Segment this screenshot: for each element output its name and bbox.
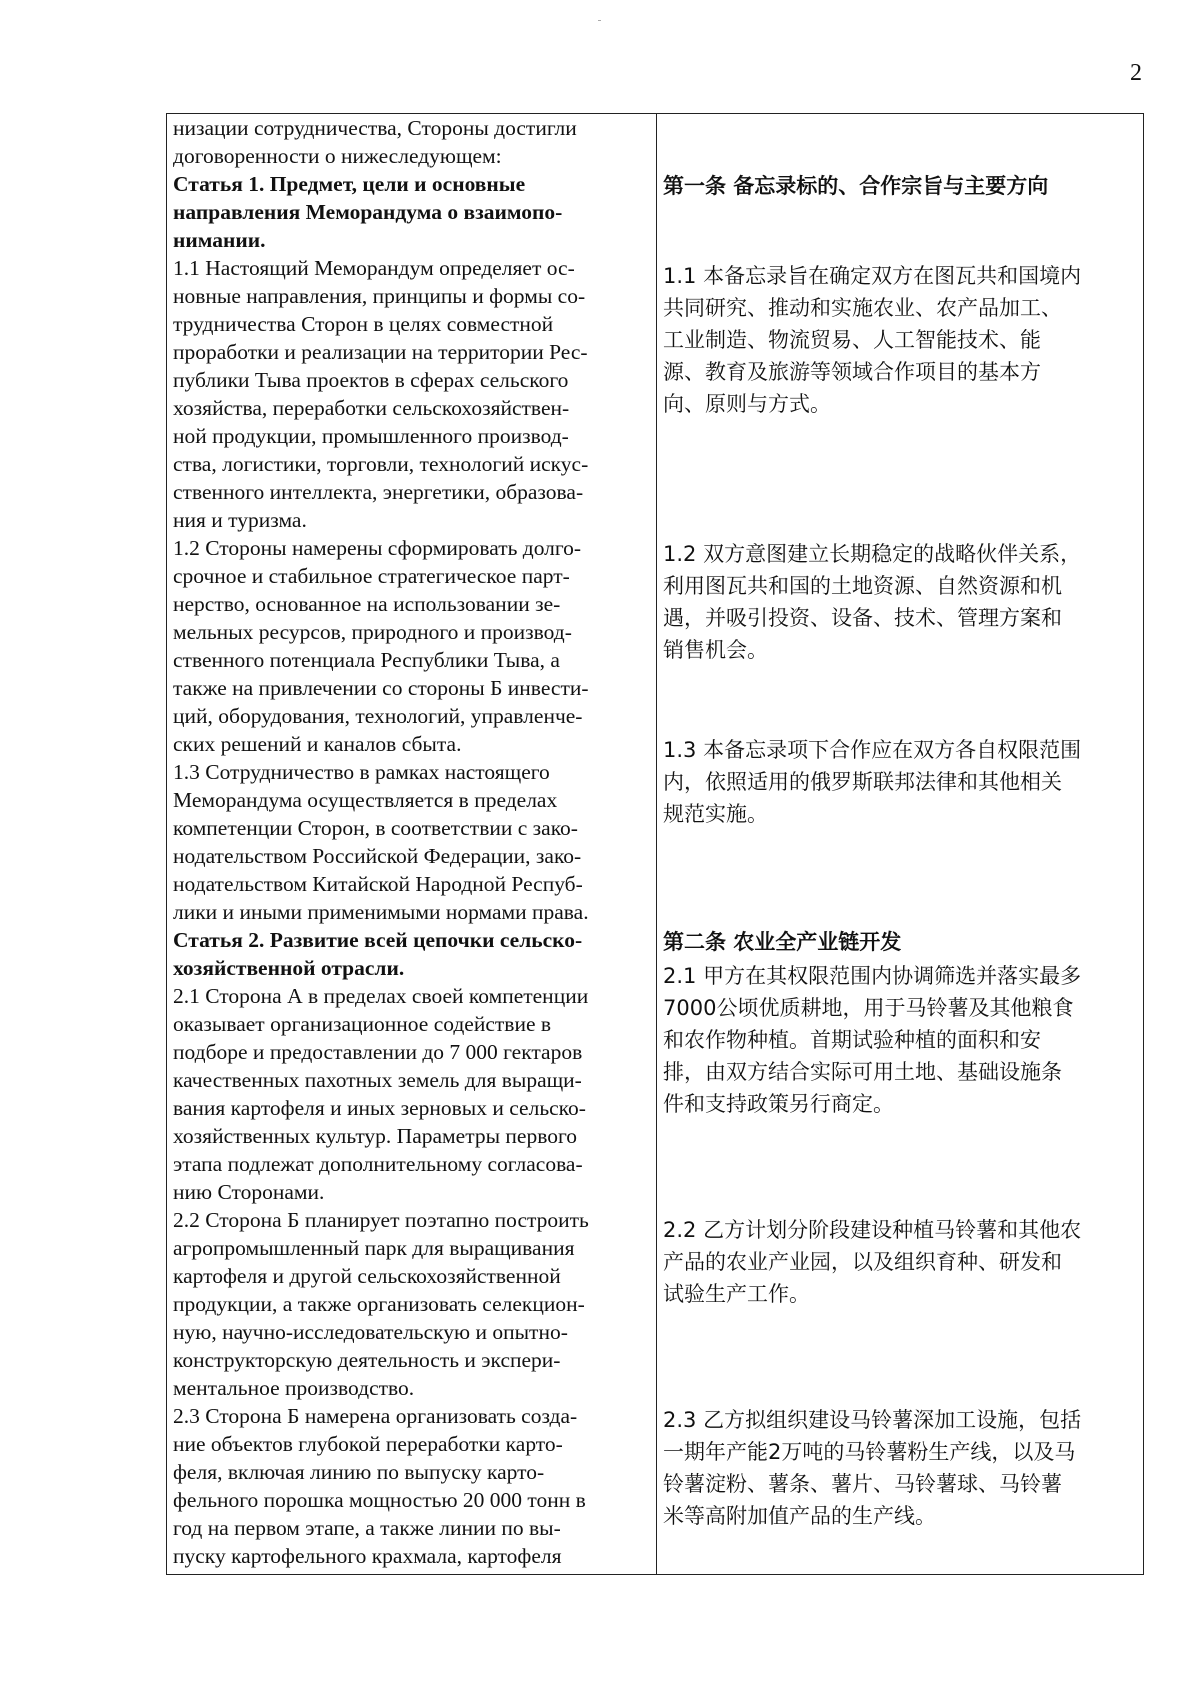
text-line: ной продукции, промышленного производ- bbox=[173, 424, 569, 448]
clause-2-3-zh bbox=[663, 1404, 1139, 1532]
text-line: 销售机会。 bbox=[663, 638, 768, 662]
text-line: картофеля и другой сельскохозяйственной bbox=[173, 1264, 561, 1288]
text-line: 遇，并吸引投资、设备、技术、管理方案和 bbox=[663, 606, 1062, 630]
text-line: 产品的农业产业园，以及组织育种、研发和 bbox=[663, 1250, 1062, 1274]
text-line: 2.1 Сторона А в пределах своей компетенции bbox=[173, 984, 589, 1008]
text-line: компетенции Сторон, в соответствии с зако- bbox=[173, 816, 578, 840]
text-line: 向、原则与方式。 bbox=[663, 392, 831, 416]
text-line: подборе и предоставлении до 7 000 гектаров bbox=[173, 1040, 583, 1064]
text-line: качественных пахотных земель для выращи- bbox=[173, 1068, 582, 1092]
text-line: 一期年产能2万吨的马铃薯粉生产线，以及马 bbox=[663, 1440, 1076, 1464]
article-2-heading-ru bbox=[173, 926, 651, 982]
text-line: 1.3 Сотрудничество в рамках настоящего bbox=[173, 760, 550, 784]
text-line: 规范实施。 bbox=[663, 802, 768, 826]
text-line: публики Тыва проектов в сферах сельского bbox=[173, 368, 569, 392]
clause-2-3-ru bbox=[173, 1402, 651, 1570]
clause-1-3-ru bbox=[173, 758, 651, 926]
text-line: 和农作物种植。首期试验种植的面积和安 bbox=[663, 1028, 1041, 1052]
text-line: новные направления, принципы и формы со- bbox=[173, 284, 586, 308]
text-line: фельного порошка мощностью 20 000 тонн в bbox=[173, 1488, 586, 1512]
text-line: Меморандума осуществляется в пределах bbox=[173, 788, 558, 812]
text-line: 7000公顷优质耕地，用于马铃薯及其他粮食 bbox=[663, 996, 1074, 1020]
clause-2-1-ru bbox=[173, 982, 651, 1206]
text-line: ства, логистики, торговли, технологий искус- bbox=[173, 452, 589, 476]
text-line: феля, включая линию по выпуску карто- bbox=[173, 1460, 545, 1484]
text-line: 1.2 Стороны намерены сформировать долго- bbox=[173, 536, 582, 560]
text-line: проработки и реализации на территории Рес- bbox=[173, 340, 588, 364]
text-line: 米等高附加值产品的生产线。 bbox=[663, 1504, 936, 1528]
text-line: договоренности о нижеследующем: bbox=[173, 144, 502, 168]
text-line: 2.2 Сторона Б планирует поэтапно построить bbox=[173, 1208, 589, 1232]
article-1-heading-ru bbox=[173, 170, 651, 254]
text-line: 利用图瓦共和国的土地资源、自然资源和机 bbox=[663, 574, 1062, 598]
text-line: Статья 2. Развитие всей цепочки сельско- bbox=[173, 928, 583, 952]
text-line: 1.1 Настоящий Меморандум определяет ос- bbox=[173, 256, 575, 280]
clause-1-3-zh bbox=[663, 734, 1139, 830]
text-line: нимании. bbox=[173, 228, 266, 252]
text-line: хозяйственных культур. Параметры первого bbox=[173, 1124, 578, 1148]
text-line: 1.1 本备忘录旨在确定双方在图瓦共和国境内 bbox=[663, 264, 1082, 288]
column-divider bbox=[656, 114, 657, 1574]
text-line: 1.2 双方意图建立长期稳定的战略伙伴关系， bbox=[663, 542, 1082, 566]
text-line: Статья 1. Предмет, цели и основные bbox=[173, 172, 526, 196]
text-line: нерство, основанное на использовании зе- bbox=[173, 592, 561, 616]
text-line: мельных ресурсов, природного и производ- bbox=[173, 620, 572, 644]
text-line: ственного потенциала Республики Тыва, а bbox=[173, 648, 560, 672]
intro-paragraph-ru bbox=[173, 114, 651, 170]
clause-2-2-zh bbox=[663, 1214, 1139, 1310]
text-line: 排，由双方结合实际可用土地、基础设施条 bbox=[663, 1060, 1062, 1084]
text-line: ную, научно-исследовательскую и опытно- bbox=[173, 1320, 568, 1344]
text-line: 2.2 乙方计划分阶段建设种植马铃薯和其他农 bbox=[663, 1218, 1082, 1242]
text-line: год на первом этапе, а также линии по вы- bbox=[173, 1516, 561, 1540]
text-line: низации сотрудничества, Стороны достигли bbox=[173, 116, 577, 140]
text-line: срочное и стабильное стратегическое парт- bbox=[173, 564, 570, 588]
article-2-heading-zh bbox=[663, 926, 1139, 958]
text-line: трудничества Сторон в целях совместной bbox=[173, 312, 554, 336]
text-line: 铃薯淀粉、薯条、薯片、马铃薯球、马铃薯 bbox=[663, 1472, 1062, 1496]
text-line: этапа подлежат дополнительному согласова- bbox=[173, 1152, 583, 1176]
text-line: ственного интеллекта, энергетики, образова- bbox=[173, 480, 584, 504]
text-line: ментальное производство. bbox=[173, 1376, 415, 1400]
clause-2-2-ru bbox=[173, 1206, 651, 1402]
text-line: 源、教育及旅游等领域合作项目的基本方 bbox=[663, 360, 1041, 384]
scan-speck bbox=[598, 20, 601, 21]
page-number: 2 bbox=[1130, 60, 1142, 86]
clause-1-2-zh bbox=[663, 538, 1139, 666]
text-line: 第二条 农业全产业链开发 bbox=[663, 930, 902, 954]
clause-2-1-zh bbox=[663, 960, 1139, 1120]
text-line: вания картофеля и иных зерновых и сельско- bbox=[173, 1096, 586, 1120]
text-line: пуску картофельного крахмала, картофеля bbox=[173, 1544, 562, 1568]
clause-1-1-ru bbox=[173, 254, 651, 534]
text-line: агропромышленный парк для выращивания bbox=[173, 1236, 575, 1260]
text-line: 件和支持政策另行商定。 bbox=[663, 1092, 894, 1116]
text-line: продукции, а также организовать селекцион- bbox=[173, 1292, 585, 1316]
text-line: 2.3 Сторона Б намерена организовать созда- bbox=[173, 1404, 578, 1428]
text-line: ций, оборудования, технологий, управленче- bbox=[173, 704, 583, 728]
text-line: нодательством Китайской Народной Респуб- bbox=[173, 872, 583, 896]
text-line: конструкторскую деятельность и экспери- bbox=[173, 1348, 561, 1372]
text-line: лики и иными применимыми нормами права. bbox=[173, 900, 589, 924]
text-line: ния и туризма. bbox=[173, 508, 307, 532]
text-line: ских решений и каналов сбыта. bbox=[173, 732, 462, 756]
text-line: 试验生产工作。 bbox=[663, 1282, 810, 1306]
text-line: 内，依照适用的俄罗斯联邦法律和其他相关 bbox=[663, 770, 1062, 794]
text-line: направления Меморандума о взаимопо- bbox=[173, 200, 563, 224]
text-line: хозяйственной отрасли. bbox=[173, 956, 405, 980]
text-line: 共同研究、推动和实施农业、农产品加工、 bbox=[663, 296, 1062, 320]
text-line: 第一条 备忘录标的、合作宗旨与主要方向 bbox=[663, 174, 1049, 198]
text-line: нодательством Российской Федерации, зако- bbox=[173, 844, 582, 868]
text-line: 2.3 乙方拟组织建设马铃薯深加工设施，包括 bbox=[663, 1408, 1082, 1432]
text-line: 1.3 本备忘录项下合作应在双方各自权限范围 bbox=[663, 738, 1082, 762]
text-line: также на привлечении со стороны Б инвести- bbox=[173, 676, 589, 700]
article-1-heading-zh bbox=[663, 170, 1139, 202]
text-line: нию Сторонами. bbox=[173, 1180, 325, 1204]
bilingual-table bbox=[166, 113, 1144, 1575]
text-line: 2.1 甲方在其权限范围内协调筛选并落实最多 bbox=[663, 964, 1082, 988]
text-line: оказывает организационное содействие в bbox=[173, 1012, 552, 1036]
text-line: хозяйства, переработки сельскохозяйствен- bbox=[173, 396, 570, 420]
text-line: 工业制造、物流贸易、人工智能技术、能 bbox=[663, 328, 1041, 352]
clause-1-1-zh bbox=[663, 260, 1139, 420]
text-line: ние объектов глубокой переработки карто- bbox=[173, 1432, 563, 1456]
clause-1-2-ru bbox=[173, 534, 651, 758]
